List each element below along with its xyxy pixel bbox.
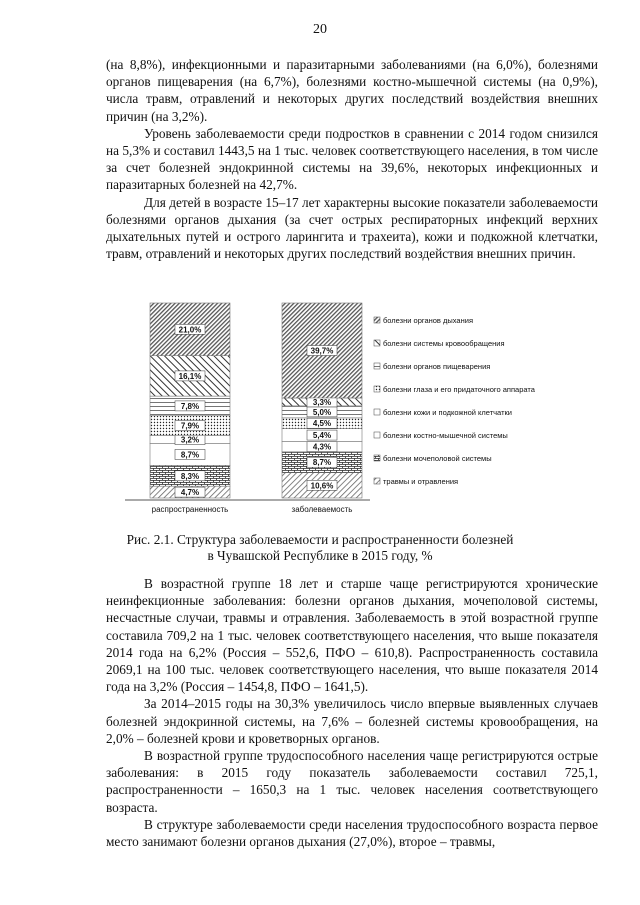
paragraph: (на 8,8%), инфекционными и паразитарными заболеваниями (на 6,0%), болезнями органов пищеварения (на 6,7%), болезнями костно-мышечной системы (на 0,9%), числа травм, отравлений и некоторых других последствий воздействия внешних причин (на 3,2%). bbox=[106, 57, 598, 124]
figure-caption bbox=[0, 532, 640, 564]
caption-line-2: в Чувашской Республике в 2015 году, % bbox=[207, 548, 433, 563]
data-label: 5,4% bbox=[312, 431, 332, 441]
data-label: 4,7% bbox=[180, 488, 200, 498]
paragraph: За 2014–2015 годы на 30,3% увеличилось число впервые выявленных случаев болезней эндокринной системы, на 7,6% – болезней системы кровообращения, на 2,0% – болезней крови и кроветворных органов. bbox=[106, 696, 598, 746]
data-label: 8,7% bbox=[312, 458, 332, 468]
data-label: 21,0% bbox=[178, 325, 202, 335]
paragraph: В возрастной группе 18 лет и старше чаще регистрируются хронические неинфекционные заболевания: болезни органов дыхания, мочеполовой системы, несчастные случаи, травмы и отравления. Заболеваемость в этой возрастной группе составила 709,2 на 1 тыс. человек соответствующего населения, что выше показателя 2014 года на 6,2% (Россия – 552,6, ПФО – 610,8). Распространенность составила 2069,1 на 100 тыс. человек соответствующего населения, что выше показателя 2014 года на 3,2% (Россия – 1454,8, ПФО – 1641,5). bbox=[106, 576, 598, 695]
paragraph: Уровень заболеваемости среди подростков в сравнении с 2014 годом снизился на 5,3% и составил 1443,5 на 1 тыс. человек соответствующего населения, в том числе за счет болезней эндокринной системы на 39,6%, некоторых инфекционных и паразитарных болезней на 42,7%. bbox=[106, 125, 598, 193]
legend-entry: болезни глаза и его придаточного аппарата bbox=[383, 385, 535, 394]
data-label: 7,8% bbox=[180, 401, 200, 411]
data-label: 3,2% bbox=[180, 435, 200, 445]
paragraph: Для детей в возрасте 15–17 лет характерны высокие показатели заболеваемости болезнями органов дыхания (за счет острых респираторных инфекций верхних дыхательных путей и острого ларингита и трахеита), кожи и подкожной клетчатки, травм, отравлений и некоторых других последствий воздействия внешних причин. bbox=[106, 194, 598, 262]
legend-entry: болезни органов пищеварения bbox=[383, 362, 491, 371]
legend-swatch bbox=[374, 340, 380, 346]
caption-line-1: Рис. 2.1. Структура заболеваемости и распространенности болезней bbox=[126, 532, 514, 547]
legend-entry: болезни мочеполовой системы bbox=[383, 454, 492, 463]
x-tick-label: заболеваемость bbox=[291, 505, 353, 514]
legend-entry: болезни органов дыхания bbox=[383, 316, 473, 325]
data-label: 4,5% bbox=[312, 419, 332, 429]
data-label: 8,7% bbox=[180, 450, 200, 460]
legend-swatch bbox=[374, 317, 380, 323]
stacked-bar-chart bbox=[120, 298, 540, 524]
legend-swatch bbox=[374, 455, 380, 461]
legend-entry: болезни системы кровообращения bbox=[383, 339, 505, 348]
paragraph: В возрастной группе трудоспособного населения чаще регистрируются острые заболевания: в 2015 году показатель заболеваемости составил 725,1, распространенности – 1650,3 на 1 тыс. человек населения соответствующего возраста. bbox=[106, 748, 598, 815]
x-tick-label: распространенность bbox=[151, 505, 229, 514]
data-label: 4,3% bbox=[312, 442, 332, 452]
legend-swatch bbox=[374, 432, 380, 438]
legend-swatch bbox=[374, 409, 380, 415]
legend-entry: болезни костно-мышечной системы bbox=[383, 431, 508, 440]
data-label: 7,9% bbox=[180, 421, 200, 431]
data-label: 10,6% bbox=[310, 481, 334, 491]
text-block-bottom bbox=[106, 575, 598, 850]
legend-swatch bbox=[374, 386, 380, 392]
legend-entry: травмы и отравления bbox=[383, 477, 459, 486]
paragraph: В структуре заболеваемости среди населения трудоспособного возраста первое место занимают болезни органов дыхания (27,0%), второе – травмы, bbox=[106, 816, 598, 850]
legend-swatch bbox=[374, 478, 380, 484]
data-label: 5,0% bbox=[312, 407, 332, 417]
data-label: 8,3% bbox=[180, 471, 200, 481]
legend-entry: болезни кожи и подкожной клетчатки bbox=[383, 408, 512, 417]
data-label: 16,1% bbox=[178, 371, 202, 381]
page-number: 20 bbox=[313, 22, 327, 37]
data-label: 3,3% bbox=[312, 397, 332, 407]
text-block-top bbox=[106, 56, 598, 262]
data-label: 39,7% bbox=[310, 346, 334, 356]
legend-swatch bbox=[374, 363, 380, 369]
